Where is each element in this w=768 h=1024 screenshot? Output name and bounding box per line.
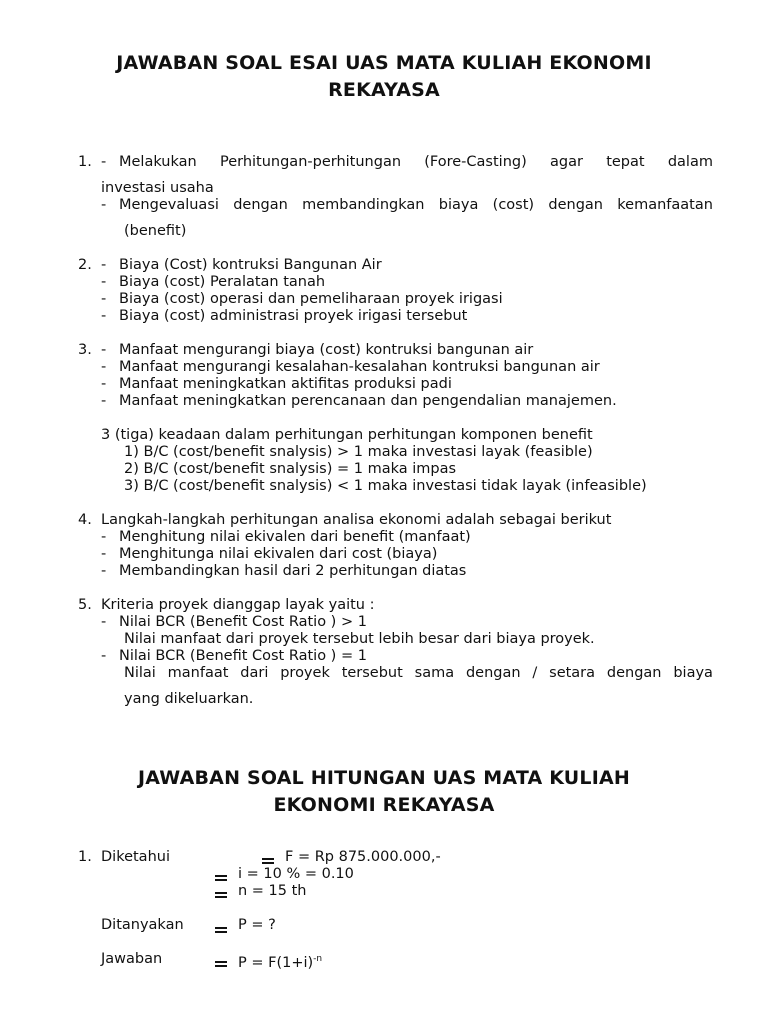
item-number: 5.: [78, 597, 92, 613]
continuation-text: yang dikeluarkan.: [124, 691, 254, 707]
calculation-title-line1: JAWABAN SOAL HITUNGAN UAS MATA KULIAH: [137, 767, 631, 789]
word: dengan: [548, 197, 603, 213]
list-item: Manfaat meningkatkan aktifitas produksi padi: [119, 376, 452, 392]
bullet-dash: -: [101, 342, 107, 358]
word: biaya: [438, 197, 479, 213]
word: (cost): [492, 197, 535, 213]
word: Perhitungan-perhitungan: [219, 154, 402, 170]
word: proyek: [280, 665, 330, 681]
asked-value: P = ?: [238, 917, 276, 933]
word: dengan: [606, 665, 662, 681]
item-number: 3.: [78, 342, 92, 358]
given-value-f: F = Rp 875.000.000,-: [285, 849, 441, 865]
bullet-dash: -: [101, 359, 107, 375]
list-item: Biaya (Cost) kontruksi Bangunan Air: [119, 257, 382, 273]
criteria-description: Nilai manfaat dari proyek tersebut lebih besar dari biaya proyek.: [124, 631, 595, 647]
word: dengan: [465, 665, 521, 681]
bullet-dash: -: [101, 308, 107, 324]
bullet-dash: -: [101, 529, 107, 545]
bullet-dash: -: [101, 648, 107, 664]
item-number: 4.: [78, 512, 92, 528]
asked-label: Ditanyakan: [101, 917, 184, 933]
word: dengan: [233, 197, 288, 213]
list-item: Membandingkan hasil dari 2 perhitungan diatas: [119, 563, 467, 579]
justified-line: [119, 196, 713, 214]
criteria-item: Nilai BCR (Benefit Cost Ratio ) > 1: [119, 614, 367, 630]
word: Melakukan: [119, 154, 197, 170]
given-value-n: n = 15 th: [238, 883, 307, 899]
implies-arrow-icon: [215, 875, 227, 881]
word: sama: [414, 665, 455, 681]
answer-intro: Kriteria proyek dianggap layak yaitu :: [101, 597, 375, 613]
list-item: Menghitung nilai ekivalen dari benefit (manfaat): [119, 529, 471, 545]
bullet-dash: -: [101, 546, 107, 562]
formula-exponent: -n: [313, 954, 323, 964]
bullet-dash: -: [101, 154, 107, 170]
calculation-title-line2: EKONOMI REKAYASA: [273, 794, 495, 816]
justified-line: [119, 153, 713, 171]
answer-formula: [238, 950, 322, 972]
bullet-dash: -: [101, 291, 107, 307]
list-item: Menghitunga nilai ekivalen dari cost (biaya): [119, 546, 438, 562]
essay-title-line1: JAWABAN SOAL ESAI UAS MATA KULIAH EKONOMI: [116, 52, 652, 74]
condition-item: 1) B/C (cost/benefit snalysis) > 1 maka investasi layak (feasible): [124, 444, 593, 460]
continuation-text: (benefit): [124, 223, 187, 239]
answer-label: Jawaban: [101, 951, 163, 967]
implies-arrow-icon: [215, 927, 227, 933]
list-item: Manfaat mengurangi kesalahan-kesalahan kontruksi bangunan air: [119, 359, 600, 375]
essay-title-line2: REKAYASA: [328, 79, 440, 101]
word: membandingkan: [302, 197, 425, 213]
list-item: Manfaat meningkatkan perencanaan dan pengendalian manajemen.: [119, 393, 617, 409]
criteria-item: Nilai BCR (Benefit Cost Ratio ) = 1: [119, 648, 367, 664]
bullet-dash: -: [101, 274, 107, 290]
conditions-intro: 3 (tiga) keadaan dalam perhitungan perhitungan komponen benefit: [101, 427, 593, 443]
list-item: Biaya (cost) Peralatan tanah: [119, 274, 326, 290]
list-item: Manfaat mengurangi biaya (cost) kontruksi bangunan air: [119, 342, 534, 358]
bullet-dash: -: [101, 197, 107, 213]
word: tepat: [606, 154, 645, 170]
given-value-i: i = 10 % = 0.10: [238, 866, 354, 882]
bullet-dash: -: [101, 376, 107, 392]
item-number: 1.: [78, 849, 92, 865]
word: manfaat: [167, 665, 229, 681]
word: kemanfaatan: [617, 197, 713, 213]
item-number: 1.: [78, 154, 92, 170]
word: biaya: [673, 665, 713, 681]
implies-arrow-icon: [262, 858, 274, 864]
word: /: [532, 665, 538, 681]
list-item: Biaya (cost) operasi dan pemeliharaan proyek irigasi: [119, 291, 503, 307]
word: Mengevaluasi: [119, 197, 219, 213]
word: dalam: [667, 154, 713, 170]
calculation-title: [0, 765, 768, 819]
answer-intro: Langkah-langkah perhitungan analisa ekonomi adalah sebagai berikut: [101, 512, 612, 528]
item-number: 2.: [78, 257, 92, 273]
condition-item: 3) B/C (cost/benefit snalysis) < 1 maka investasi tidak layak (infeasible): [124, 478, 647, 494]
word: agar: [550, 154, 583, 170]
condition-item: 2) B/C (cost/benefit snalysis) = 1 maka impas: [124, 461, 457, 477]
bullet-dash: -: [101, 563, 107, 579]
word: tersebut: [341, 665, 403, 681]
implies-arrow-icon: [215, 961, 227, 967]
given-label: Diketahui: [101, 849, 170, 865]
bullet-dash: -: [101, 614, 107, 630]
continuation-text: investasi usaha: [101, 180, 214, 196]
implies-arrow-icon: [215, 892, 227, 898]
word: dari: [240, 665, 269, 681]
word: Nilai: [124, 665, 156, 681]
essay-title: [0, 50, 768, 104]
list-item: Biaya (cost) administrasi proyek irigasi tersebut: [119, 308, 468, 324]
formula-base: P = F(1+i): [238, 954, 314, 971]
bullet-dash: -: [101, 393, 107, 409]
justified-line: [124, 664, 713, 682]
word: setara: [549, 665, 596, 681]
bullet-dash: -: [101, 257, 107, 273]
word: (Fore-Casting): [424, 154, 527, 170]
